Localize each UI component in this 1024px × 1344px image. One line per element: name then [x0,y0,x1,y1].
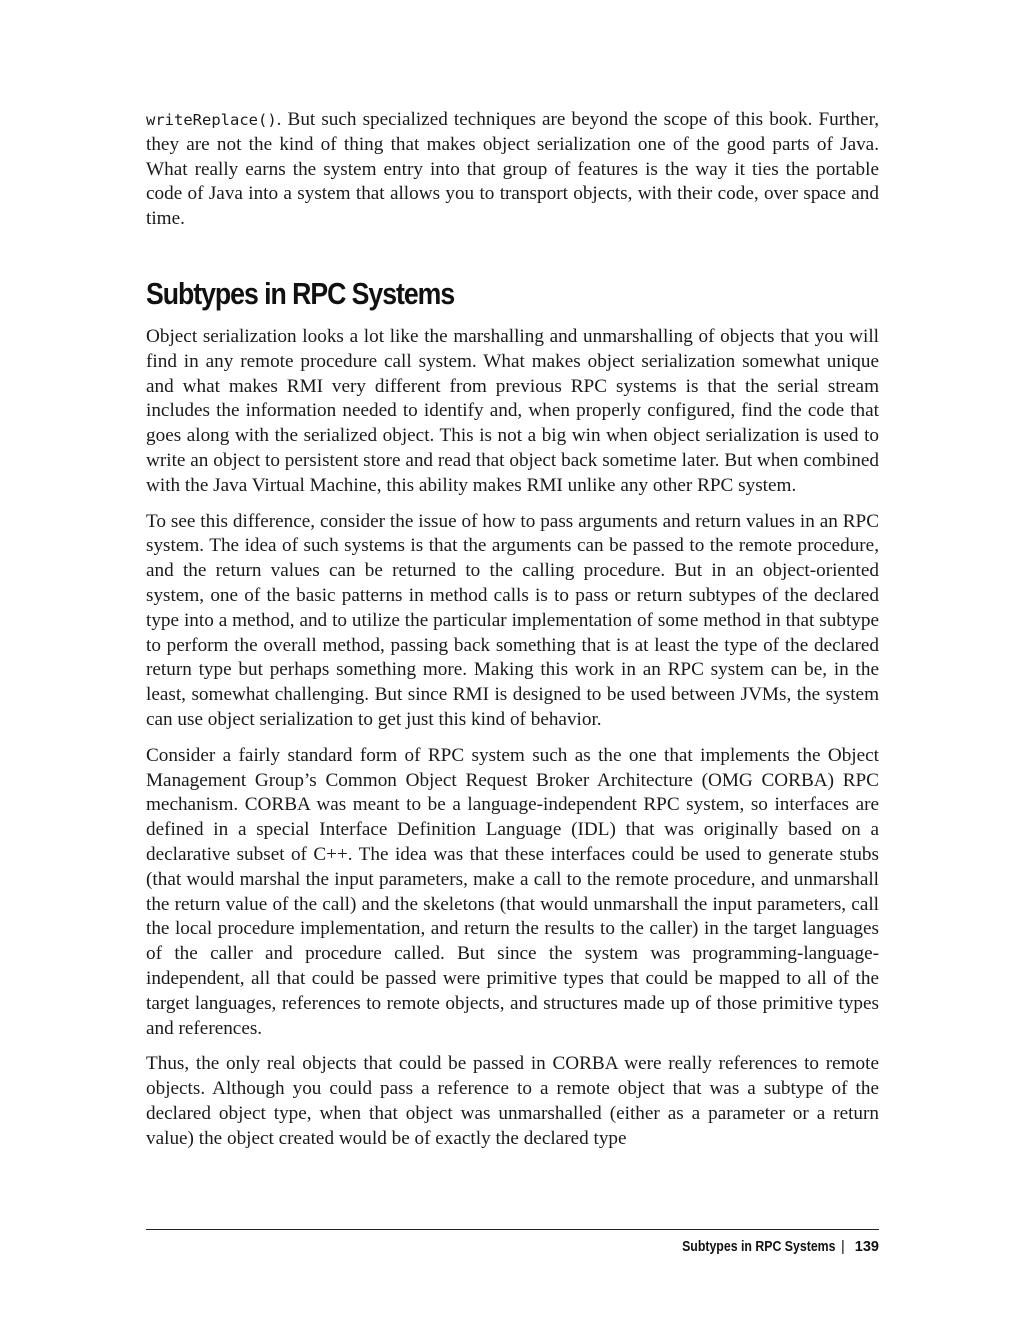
footer-rule [146,1229,879,1230]
footer-running-title: Subtypes in RPC Systems [681,1239,836,1255]
paragraph-intro-text: . But such specialized techniques are beyond the scope of this book. Further, they are not the kind of thing that makes object serialization one of the good parts of Java. What really earns the system entry into that group of features is the way it ties the portable code of Java into a system that allows you to transport objects, with their code, over space and time. [146,109,879,230]
section-heading: Subtypes in RPC Systems [146,275,455,311]
page-content [146,108,879,1162]
footer-separator: | [841,1239,845,1255]
paragraph-2: To see this difference, consider the issue of how to pass arguments and return values in an RPC system. The idea of such systems is that the arguments can be passed to the remote procedure, and the return values can be returned to the calling procedure. But in an object-oriented system, one of the basic patterns in method calls is to pass or return subtypes of the declared type into a method, and to utilize the particular implementation of some method in that subtype to perform the overall method, passing back something that is at least the type of the declared return type but perhaps something more. Making this work in an RPC system can be, in the least, somewhat challenging. But since RMI is designed to be used between JVMs, the system can use object serialization to get just this kind of behavior. [146,510,879,730]
page-footer [655,1239,879,1255]
inline-code-writereplace: writeReplace() [146,111,277,129]
paragraph-3: Consider a fairly standard form of RPC system such as the one that implements the Object Management Group’s Common Object Request Broker Architecture (OMG CORBA) RPC mechanism. CORBA was meant to be a language-independent RPC system, so interfaces are defined in a special Interface Definition Language (IDL) that was originally based on a declarative subset of C++. The idea was that these interfaces could be used to generate stubs (that would marshal the input parameters, make a call to the remote procedure, and unmarshall the return value of the call) and the skeletons (that would unmarshall the input parameters, call the local procedure implementation, and return the results to the caller) in the target languages of the caller and procedure called. But since the system was programming-language-independent, all that could be passed were primitive types that could be mapped to all of the target languages, references to remote objects, and structures made up of those primitive types and references. [146,744,879,1039]
paragraph-intro [146,108,879,232]
paragraph-4: Thus, the only real objects that could be passed in CORBA were really references to remote objects. Although you could pass a reference to a remote object that was a subtype of the declared object type, when that object was unmarshalled (either as a parameter or a return value) the object created would be of exactly the declared type [146,1053,879,1149]
page-number: 139 [854,1239,879,1255]
paragraph-1: Object serialization looks a lot like the marshalling and unmarshalling of objects that you will find in any remote procedure call system. What makes object serialization somewhat unique and what makes RMI very different from previous RPC systems is that the serial stream includes the information needed to identify and, when properly configured, find the code that goes along with the serialized object. This is not a big win when object serialization is used to write an object to persistent store and read that object back sometime later. But when combined with the Java Virtual Machine, this ability makes RMI unlike any other RPC system. [146,325,879,496]
